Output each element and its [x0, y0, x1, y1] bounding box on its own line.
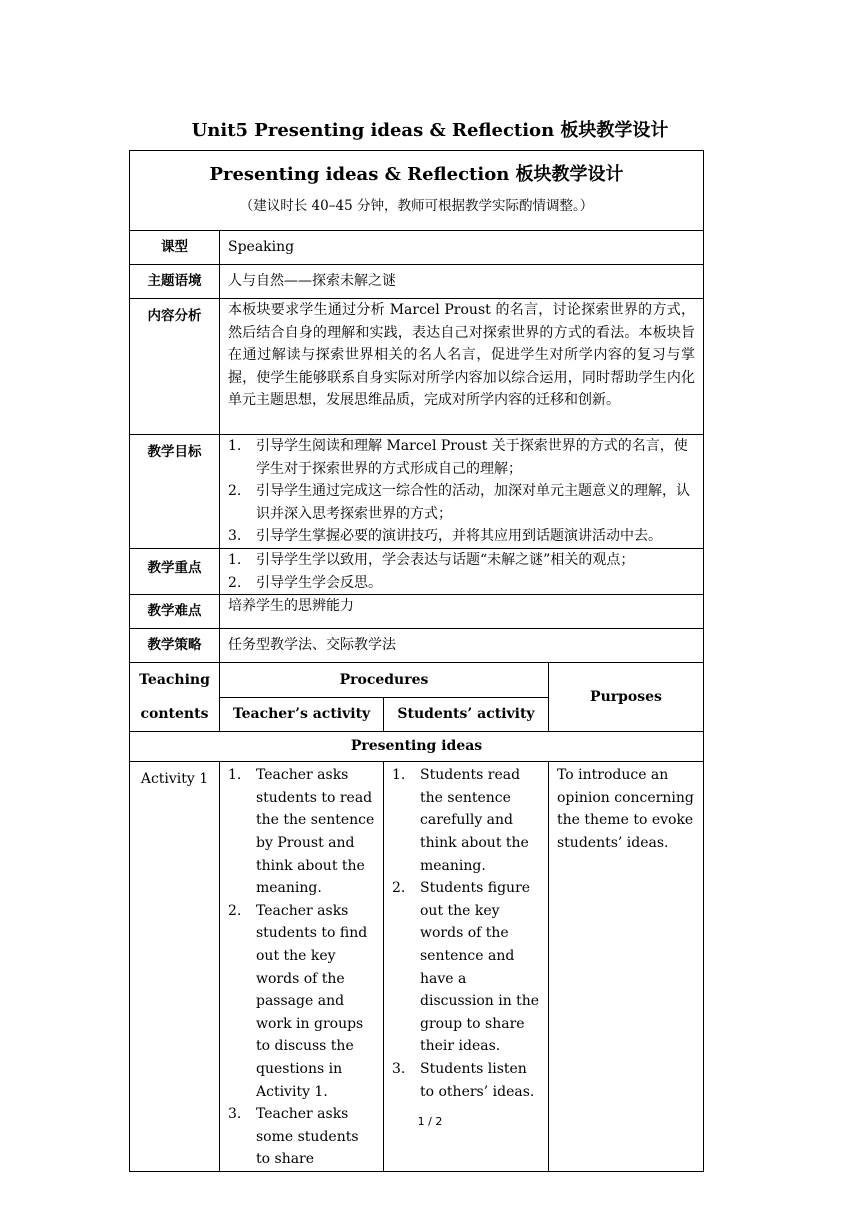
activity-name: Activity 1 [130, 762, 220, 1172]
teacher-activity-header: Teacher’s activity [220, 697, 384, 732]
row-key-points [130, 549, 704, 595]
students-activity-header: Students’ activity [384, 697, 549, 732]
list-number: 2. [228, 483, 242, 500]
page-number: 1 / 2 [417, 1115, 443, 1128]
list-text: 引导学生掌握必要的演讲技巧，并将其应用到话题演讲活动中去。 [256, 528, 662, 545]
list-item [228, 1103, 375, 1171]
row-difficulty [130, 595, 704, 629]
list-number: 2. [228, 574, 242, 591]
procedures-header: Procedures [220, 663, 549, 698]
row-strategy [130, 629, 704, 663]
row-content-analysis [130, 299, 704, 435]
list-item [392, 764, 540, 877]
content-analysis-label: 内容分析 [130, 299, 220, 435]
students-activity-list [392, 764, 540, 1103]
teaching-contents-header [130, 663, 220, 732]
header-cell [130, 151, 704, 231]
list-text: 引导学生学会反思。 [256, 574, 382, 591]
difficulty-label: 教学难点 [130, 595, 220, 629]
list-number: 1. [228, 438, 242, 454]
teacher-activity-cell [220, 762, 384, 1172]
list-text: Teacher asks students to read the the sentence by Proust and think about the meaning. [256, 767, 375, 897]
lesson-type-value: Speaking [220, 231, 704, 265]
section-title: Presenting ideas [130, 732, 704, 762]
strategy-label: 教学策略 [130, 629, 220, 663]
list-item [228, 435, 695, 480]
document-title: Unit5 Presenting ideas & Reflection 板块教学设计 [191, 120, 669, 141]
teacher-activity-list [228, 764, 375, 1171]
activity-row [130, 762, 704, 1172]
table-title: Presenting ideas & Reflection 板块教学设计 [209, 164, 624, 185]
list-text: Students figure out the key words of the sentence and have a discussion in the group to share their ideas. [420, 880, 540, 1055]
strategy-value: 任务型教学法、交际教学法 [220, 629, 704, 663]
theme-value: 人与自然——探索未解之谜 [220, 265, 704, 299]
header-row [130, 151, 704, 231]
list-item [392, 877, 540, 1058]
purpose-cell: To introduce an opinion concerning the theme to evoke students’ ideas. [549, 762, 704, 1172]
list-text: Teacher asks students to find out the key words of the passage and work in groups to discuss the questions in Activity 1. [256, 902, 368, 1100]
row-teaching-goals [130, 435, 704, 549]
list-number: 1. [392, 767, 406, 784]
list-item [228, 900, 375, 1103]
list-text: 引导学生学以致用，学会表达与话题“未解之谜”相关的观点； [256, 552, 635, 568]
row-theme [130, 265, 704, 299]
list-number: 3. [228, 1106, 242, 1123]
content-analysis-value: 本板块要求学生通过分析 Marcel Proust 的名言，讨论探索世界的方式，然后结合自身的理解和实践，表达自己对探索世界的方式的看法。本板块旨在通过解读与探索世界相关的名人名言，促进学生对所学内容的复习与掌握，使学生能够联系自身实际对所学内容加以综合运用，同时帮助学生内化单元主题思想，发展思维品质，完成对所学内容的迁移和创新。 [220, 299, 704, 435]
purposes-header: Purposes [549, 663, 704, 732]
list-item [228, 480, 695, 525]
teaching-header-line2: contents [140, 706, 209, 723]
lesson-type-label: 课型 [130, 231, 220, 265]
teaching-header-line1: Teaching [139, 672, 210, 689]
list-number: 1. [228, 767, 242, 784]
list-item [228, 572, 695, 595]
teaching-goals-list [228, 435, 695, 548]
teaching-goals-label: 教学目标 [130, 435, 220, 549]
list-number: 3. [392, 1060, 406, 1077]
lesson-plan-table [129, 150, 704, 1172]
list-item [228, 549, 695, 572]
procedure-header-row-1 [130, 663, 704, 698]
duration-note: （建议时长 40–45 分钟，教师可根据教学实际酌情调整。） [239, 198, 594, 214]
students-activity-cell [384, 762, 549, 1172]
section-row [130, 732, 704, 762]
list-number: 2. [392, 880, 406, 897]
list-text: 引导学生通过完成这一综合性的活动，加深对单元主题意义的理解，认识并深入思考探索世界的方式； [256, 483, 690, 522]
teaching-goals-cell [220, 435, 704, 549]
list-number: 3. [228, 528, 242, 545]
list-item [228, 525, 695, 548]
difficulty-value: 培养学生的思辨能力 [220, 595, 704, 629]
list-item [392, 1058, 540, 1103]
list-text: Teacher asks some students to share [256, 1106, 359, 1168]
list-text: 引导学生阅读和理解 Marcel Proust 关于探索世界的方式的名言，使学生对于探索世界的方式形成自己的理解； [256, 438, 688, 477]
key-points-cell [220, 549, 704, 595]
list-item [228, 764, 375, 900]
key-points-list [228, 549, 695, 594]
theme-label: 主题语境 [130, 265, 220, 299]
list-text: Students read the sentence carefully and think about the meaning. [420, 767, 529, 874]
list-number: 2. [228, 902, 242, 919]
row-lesson-type [130, 231, 704, 265]
list-number: 1. [228, 552, 242, 568]
list-text: Students listen to others’ ideas. [420, 1060, 535, 1100]
key-points-label: 教学重点 [130, 549, 220, 595]
